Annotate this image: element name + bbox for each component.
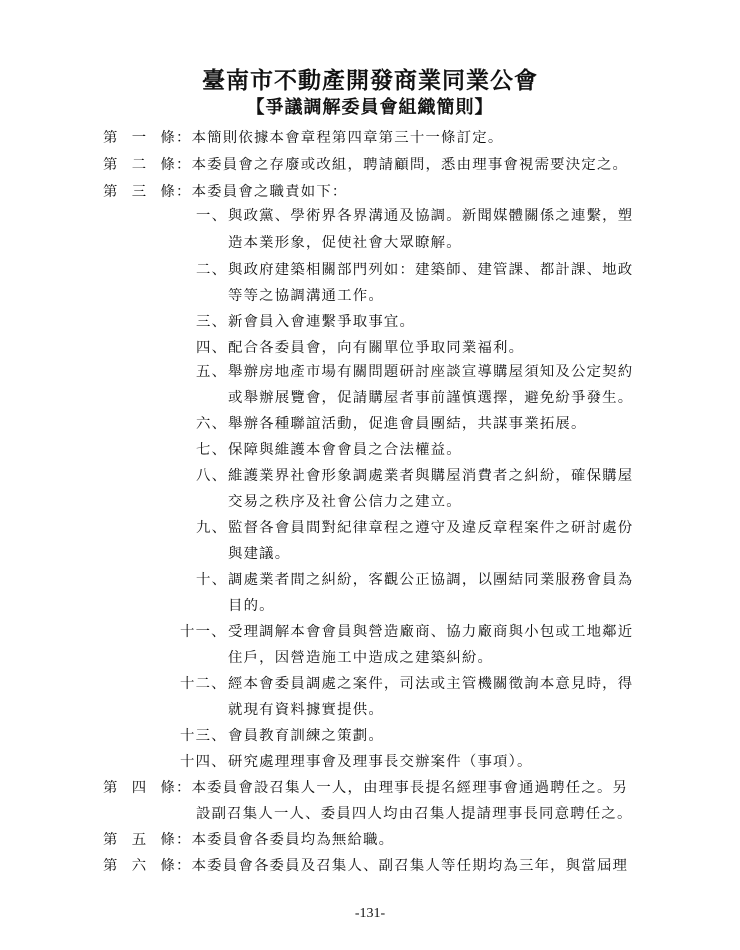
article-number-char: 第 (103, 780, 119, 796)
article-number (103, 182, 176, 202)
article-text: ：本委員會之職責如下： (176, 184, 348, 200)
duty-label: 八、 (196, 468, 228, 484)
article-text: ：本委員會各委員及召集人、副召集人等任期均為三年，與當屆理 (176, 858, 629, 874)
duty-label: 二、 (196, 262, 228, 278)
article-text: ：本簡則依據本會章程第四章第三十一條訂定。 (176, 130, 504, 146)
article-number (103, 856, 176, 876)
duty-text: 調處業者間之糾紛，客觀公正協調，以團結同業服務會員為 (228, 572, 634, 588)
duty-label: 六、 (196, 416, 228, 432)
duty-label: 十三、 (180, 728, 227, 744)
duty-text-cont: 造本業形象，促使社會大眾瞭解。 (228, 235, 462, 251)
duty-label: 十一、 (180, 624, 227, 640)
article-number-char: 第 (103, 858, 119, 874)
article-number-char: 條 (160, 832, 176, 848)
duty-text: 舉辦各種聯誼活動，促進會員團結，共謀事業拓展。 (228, 416, 587, 432)
article-number-char: 第 (103, 157, 119, 173)
duty-label: 一、 (196, 208, 228, 224)
article-number-char: 一 (131, 130, 148, 146)
duty-text: 舉辦房地產市場有關問題研討座談宣導購屋須知及公定契約 (228, 364, 634, 380)
duty-text: 與政府建築相關部門列如：建築師、建管課、都計課、地政 (228, 262, 634, 278)
article-number-char: 六 (131, 858, 148, 874)
duty-text: 受理調解本會會員與營造廠商、協力廠商與小包或工地鄰近 (228, 624, 634, 640)
article-number-char: 二 (131, 157, 148, 173)
article-number-char: 四 (131, 780, 148, 796)
article-number-char: 五 (131, 832, 148, 848)
duty-text-cont: 交易之秩序及社會公信力之建立。 (228, 494, 462, 510)
duty-text-cont: 住戶，因營造施工中造成之建築糾紛。 (228, 650, 494, 666)
duty-label: 四、 (196, 340, 228, 356)
duty-label: 五、 (196, 364, 228, 380)
duty-text: 新會員入會連繫爭取事宜。 (228, 314, 416, 330)
duty-label: 十二、 (180, 676, 227, 692)
duty-text: 維護業界社會形象調處業者與購屋消費者之糾紛，確保購屋 (228, 468, 634, 484)
duty-label: 十、 (196, 572, 228, 588)
duty-label: 七、 (196, 442, 228, 458)
duty-label: 三、 (196, 314, 228, 330)
duty-text: 會員教育訓練之策劃。 (228, 728, 384, 744)
duty-text: 配合各委員會，向有關單位爭取同業福利。 (228, 340, 525, 356)
article-number-char: 第 (103, 130, 119, 146)
duty-text: 監督各會員間對紀律章程之遵守及違反章程案件之研討處份 (228, 520, 634, 536)
duty-label: 十四、 (180, 754, 227, 770)
duty-text-cont: 等等之協調溝通工作。 (228, 288, 384, 304)
article-text: ：本委員會設召集人一人，由理事長提名經理事會通過聘任之。另 (176, 780, 629, 796)
page-number: -131- (354, 906, 386, 921)
duty-text-cont: 與建議。 (228, 546, 291, 562)
document-subtitle: 【爭議調解委員會組織簡則】 (246, 97, 494, 118)
duty-text: 研究處理理事會及理事長交辦案件（事項）。 (228, 754, 533, 770)
article-number-char: 第 (103, 832, 119, 848)
duty-text: 經本會委員調處之案件，司法或主管機關徵詢本意見時，得 (228, 676, 634, 692)
article-number-char: 條 (160, 130, 176, 146)
duty-text-cont: 目的。 (228, 598, 275, 614)
article-number (103, 155, 176, 175)
duty-text-cont: 或舉辦展覽會，促請購屋者事前謹慎選擇，避免紛爭發生。 (228, 390, 634, 406)
article-number-char: 第 (103, 184, 119, 200)
article-text: ：本委員會各委員均為無給職。 (176, 832, 395, 848)
article-number-char: 條 (160, 157, 176, 173)
article-number-char: 條 (160, 780, 176, 796)
article-number-char: 條 (160, 858, 176, 874)
document-title: 臺南市不動產開發商業同業公會 (202, 67, 538, 94)
duty-text: 與政黨、學術界各界溝通及協調。新聞媒體關係之連繫，塑 (228, 208, 634, 224)
duty-text-cont: 就現有資料據實提供。 (228, 702, 384, 718)
article-text: ：本委員會之存廢或改組，聘請顧問，悉由理事會視需要決定之。 (176, 157, 629, 173)
duty-label: 九、 (196, 520, 228, 536)
article-number (103, 778, 176, 798)
article-number-char: 條 (160, 184, 176, 200)
article-number-char: 三 (131, 184, 148, 200)
article-number (103, 128, 176, 148)
duty-text: 保障與維護本會會員之合法權益。 (228, 442, 462, 458)
article-number (103, 830, 176, 850)
article-text-cont: 設副召集人一人、委員四人均由召集人提請理事長同意聘任之。 (196, 806, 633, 822)
